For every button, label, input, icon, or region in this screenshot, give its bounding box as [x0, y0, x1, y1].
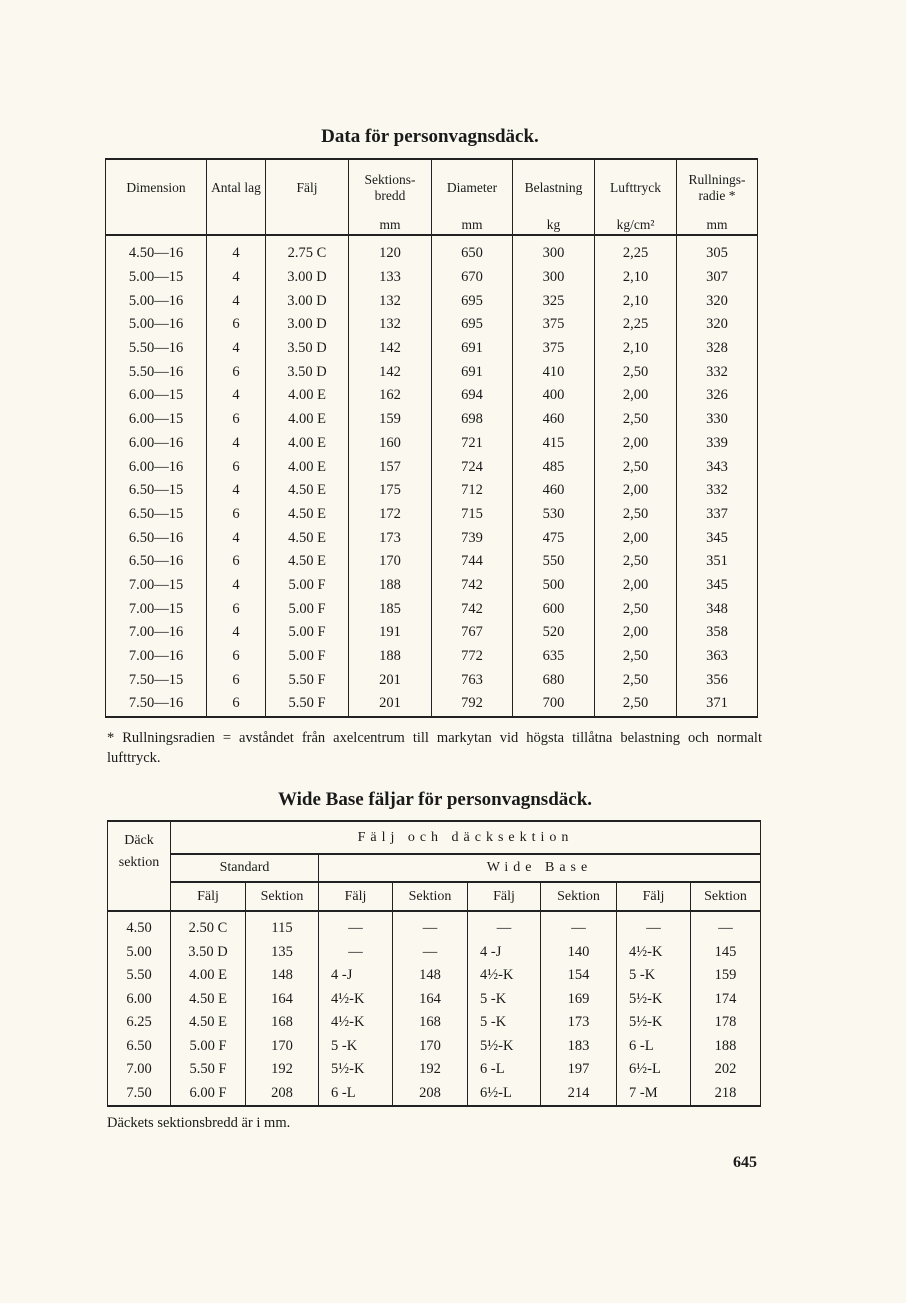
- table-cell: 700: [513, 692, 595, 717]
- table-cell: 3.50 D: [171, 941, 246, 965]
- table-cell: 5.50 F: [266, 668, 349, 692]
- table-cell: 6.50—15: [106, 479, 207, 503]
- sub-header: Fälj: [319, 882, 393, 911]
- table-cell: 135: [246, 941, 319, 965]
- table-cell: 375: [513, 313, 595, 337]
- table-cell: 2,00: [595, 574, 677, 598]
- table-cell: 4.50 E: [171, 1011, 246, 1035]
- table-cell: 140: [541, 941, 617, 965]
- table-row: [106, 574, 758, 598]
- table-cell: 520: [513, 621, 595, 645]
- table-cell: 5.00—16: [106, 313, 207, 337]
- table-cell: 7.00—15: [106, 597, 207, 621]
- table-cell: 742: [432, 574, 513, 598]
- table-cell: 5½-K: [468, 1035, 541, 1059]
- table-cell: 170: [393, 1035, 468, 1059]
- table-cell: 337: [677, 503, 758, 527]
- column-header: Rullnings- radie *: [677, 159, 758, 216]
- table-cell: 5.00: [108, 941, 171, 965]
- table-cell: 188: [349, 645, 432, 669]
- table-cell: 133: [349, 266, 432, 290]
- table-cell: 6: [207, 313, 266, 337]
- table-cell: 7.50—16: [106, 692, 207, 717]
- table-cell: 2,50: [595, 360, 677, 384]
- table-cell: —: [319, 911, 393, 941]
- table-cell: 132: [349, 313, 432, 337]
- table-row: [106, 597, 758, 621]
- table-cell: 173: [541, 1011, 617, 1035]
- table-cell: 4.00 E: [266, 384, 349, 408]
- table-cell: 530: [513, 503, 595, 527]
- table-cell: 332: [677, 360, 758, 384]
- table-cell: 5.00 F: [266, 574, 349, 598]
- table-cell: 4.50 E: [266, 503, 349, 527]
- table-cell: 715: [432, 503, 513, 527]
- table-cell: 159: [691, 964, 761, 988]
- table-cell: —: [393, 911, 468, 941]
- table-cell: 2.50 C: [171, 911, 246, 941]
- table-cell: 2,50: [595, 503, 677, 527]
- table-cell: 2.75 C: [266, 235, 349, 266]
- table-row: [106, 503, 758, 527]
- table-cell: 339: [677, 432, 758, 456]
- table-cell: 5.00—15: [106, 266, 207, 290]
- table-cell: 3.50 D: [266, 360, 349, 384]
- sub-header: Sektion: [246, 882, 319, 911]
- table-cell: 550: [513, 550, 595, 574]
- table-cell: 343: [677, 455, 758, 479]
- column-unit: mm: [349, 216, 432, 235]
- table-cell: 4.50 E: [171, 988, 246, 1012]
- table-cell: 767: [432, 621, 513, 645]
- table-cell: 375: [513, 337, 595, 361]
- table-cell: 168: [393, 1011, 468, 1035]
- column-unit: [266, 216, 349, 235]
- table-cell: 305: [677, 235, 758, 266]
- table-row: [108, 964, 761, 988]
- table-cell: 2,00: [595, 621, 677, 645]
- table-cell: 7.00: [108, 1058, 171, 1082]
- table-cell: 5.50 F: [266, 692, 349, 717]
- table-cell: 371: [677, 692, 758, 717]
- table-cell: 164: [393, 988, 468, 1012]
- table-cell: 6.00—16: [106, 455, 207, 479]
- table-cell: 695: [432, 289, 513, 313]
- table-cell: 160: [349, 432, 432, 456]
- table2-title: Wide Base fäljar för personvagnsdäck.: [277, 789, 593, 810]
- table-cell: 6½-L: [617, 1058, 691, 1082]
- table-cell: —: [468, 911, 541, 941]
- table-cell: 2,50: [595, 597, 677, 621]
- table-cell: 5½-K: [319, 1058, 393, 1082]
- table-row: [106, 526, 758, 550]
- column-header: Diameter: [432, 159, 513, 216]
- column-unit: mm: [677, 216, 758, 235]
- table-cell: 460: [513, 408, 595, 432]
- table-row: [108, 941, 761, 965]
- column-header: Lufttryck: [595, 159, 677, 216]
- table-cell: 7.00—16: [106, 645, 207, 669]
- table-row: [106, 692, 758, 717]
- table-row: [106, 384, 758, 408]
- table-cell: 4: [207, 337, 266, 361]
- table-cell: 4: [207, 432, 266, 456]
- table-cell: 178: [691, 1011, 761, 1035]
- table-cell: 6.50: [108, 1035, 171, 1059]
- table-cell: 4: [207, 289, 266, 313]
- table-cell: 2,50: [595, 645, 677, 669]
- table-cell: 5½-K: [617, 988, 691, 1012]
- column-unit: mm: [432, 216, 513, 235]
- table-cell: 739: [432, 526, 513, 550]
- table-cell: 2,50: [595, 408, 677, 432]
- standard-header: Standard: [171, 854, 319, 882]
- table-cell: 7.50: [108, 1082, 171, 1107]
- table-cell: 328: [677, 337, 758, 361]
- table-row: [108, 1011, 761, 1035]
- table-cell: 6½-L: [468, 1082, 541, 1107]
- table-cell: 345: [677, 526, 758, 550]
- column-header: Sektions- bredd: [349, 159, 432, 216]
- table-cell: 5.00 F: [266, 621, 349, 645]
- table-row: [106, 360, 758, 384]
- table-cell: 326: [677, 384, 758, 408]
- table-cell: 742: [432, 597, 513, 621]
- table-cell: 300: [513, 266, 595, 290]
- table-cell: 183: [541, 1035, 617, 1059]
- table-cell: 132: [349, 289, 432, 313]
- table-cell: 792: [432, 692, 513, 717]
- table-cell: 3.50 D: [266, 337, 349, 361]
- column-header: Fälj: [266, 159, 349, 216]
- table-cell: 6: [207, 550, 266, 574]
- table-cell: 712: [432, 479, 513, 503]
- table-row: [106, 337, 758, 361]
- table-cell: 763: [432, 668, 513, 692]
- table-cell: 4: [207, 621, 266, 645]
- table-cell: 7.00—16: [106, 621, 207, 645]
- table-cell: 5 -K: [617, 964, 691, 988]
- table-cell: 7 -M: [617, 1082, 691, 1107]
- table-cell: 6.00—15: [106, 384, 207, 408]
- table-cell: 5½-K: [617, 1011, 691, 1035]
- table-cell: 772: [432, 645, 513, 669]
- wide-base-rim-table: [107, 820, 761, 1107]
- table-cell: 157: [349, 455, 432, 479]
- table-cell: 4 -J: [468, 941, 541, 965]
- column-header: Belastning: [513, 159, 595, 216]
- table-cell: 6.50—16: [106, 550, 207, 574]
- table-cell: 6.25: [108, 1011, 171, 1035]
- table-cell: 5 -K: [468, 1011, 541, 1035]
- sub-header: Sektion: [691, 882, 761, 911]
- table-row: [106, 645, 758, 669]
- table-cell: 6.00—15: [106, 408, 207, 432]
- column-unit: [207, 216, 266, 235]
- column-unit: [106, 216, 207, 235]
- table-cell: 320: [677, 313, 758, 337]
- table-row: [106, 550, 758, 574]
- table-cell: 4: [207, 235, 266, 266]
- table-cell: 4: [207, 384, 266, 408]
- table-cell: 721: [432, 432, 513, 456]
- table-cell: 6: [207, 692, 266, 717]
- table-cell: 5.50: [108, 964, 171, 988]
- table-cell: 145: [691, 941, 761, 965]
- table-cell: 142: [349, 360, 432, 384]
- table-cell: 691: [432, 360, 513, 384]
- table-cell: 5.00 F: [171, 1035, 246, 1059]
- table-cell: 4: [207, 526, 266, 550]
- table-cell: 635: [513, 645, 595, 669]
- table-cell: 351: [677, 550, 758, 574]
- table-cell: 173: [349, 526, 432, 550]
- table-cell: 192: [393, 1058, 468, 1082]
- table-cell: 148: [393, 964, 468, 988]
- table-cell: 2,00: [595, 384, 677, 408]
- table-row: [106, 668, 758, 692]
- table-cell: 2,00: [595, 432, 677, 456]
- table-cell: 208: [246, 1082, 319, 1107]
- table-cell: 148: [246, 964, 319, 988]
- table-cell: 7.00—15: [106, 574, 207, 598]
- sub-header: Fälj: [468, 882, 541, 911]
- table-cell: —: [617, 911, 691, 941]
- table-cell: 4: [207, 574, 266, 598]
- table-cell: 307: [677, 266, 758, 290]
- column-header: Antal lag: [207, 159, 266, 216]
- table-cell: 6: [207, 455, 266, 479]
- table-cell: 214: [541, 1082, 617, 1107]
- table-cell: 4: [207, 479, 266, 503]
- table-cell: 159: [349, 408, 432, 432]
- sub-header: Sektion: [541, 882, 617, 911]
- table-cell: 400: [513, 384, 595, 408]
- table-cell: 6 -L: [468, 1058, 541, 1082]
- table-cell: 6 -L: [617, 1035, 691, 1059]
- table-cell: 4½-K: [617, 941, 691, 965]
- table-cell: 168: [246, 1011, 319, 1035]
- table-row: [108, 1082, 761, 1107]
- table-cell: 2,25: [595, 313, 677, 337]
- table-row: [108, 988, 761, 1012]
- table-row: [106, 479, 758, 503]
- table-cell: 4: [207, 266, 266, 290]
- table-cell: 201: [349, 692, 432, 717]
- corner-spacer: [108, 882, 171, 911]
- table-cell: 475: [513, 526, 595, 550]
- table-cell: 4.50 E: [266, 479, 349, 503]
- table-cell: 188: [691, 1035, 761, 1059]
- table-cell: 3.00 D: [266, 266, 349, 290]
- table-cell: 4.50: [108, 911, 171, 941]
- table-row: [106, 408, 758, 432]
- table-row: [108, 1058, 761, 1082]
- table-cell: 5.50 F: [171, 1058, 246, 1082]
- table-cell: 4.00 E: [266, 432, 349, 456]
- table-cell: —: [691, 911, 761, 941]
- table-cell: —: [541, 911, 617, 941]
- table-cell: 120: [349, 235, 432, 266]
- table-cell: 169: [541, 988, 617, 1012]
- table-cell: 724: [432, 455, 513, 479]
- table-cell: 4.50—16: [106, 235, 207, 266]
- table-row: [106, 432, 758, 456]
- table-cell: 208: [393, 1082, 468, 1107]
- table-row: [106, 266, 758, 290]
- table-cell: 5.50—16: [106, 360, 207, 384]
- table-row: [106, 313, 758, 337]
- table-cell: 6 -L: [319, 1082, 393, 1107]
- table-cell: 358: [677, 621, 758, 645]
- table-cell: 4.50 E: [266, 526, 349, 550]
- table-cell: 197: [541, 1058, 617, 1082]
- table-row: [106, 289, 758, 313]
- table-cell: 2,50: [595, 668, 677, 692]
- table-cell: 2,10: [595, 266, 677, 290]
- column-header: Dimension: [106, 159, 207, 216]
- table-row: [106, 621, 758, 645]
- table-cell: 415: [513, 432, 595, 456]
- table-cell: —: [319, 941, 393, 965]
- table-cell: 185: [349, 597, 432, 621]
- table-cell: 2,10: [595, 289, 677, 313]
- table-cell: 218: [691, 1082, 761, 1107]
- table-cell: 5 -K: [468, 988, 541, 1012]
- corner-header: Däck sektion: [108, 821, 171, 882]
- table-cell: 5.50—16: [106, 337, 207, 361]
- table-cell: 4.00 E: [266, 408, 349, 432]
- sub-header: Sektion: [393, 882, 468, 911]
- table1-title: Data för personvagnsdäck.: [321, 126, 539, 147]
- table-cell: 2,00: [595, 526, 677, 550]
- table-cell: 6: [207, 668, 266, 692]
- table-cell: 6: [207, 645, 266, 669]
- table-cell: 191: [349, 621, 432, 645]
- tire-data-table: [105, 158, 758, 718]
- table-cell: 5.00 F: [266, 645, 349, 669]
- table-cell: 6.00: [108, 988, 171, 1012]
- table-cell: 650: [432, 235, 513, 266]
- table-cell: 154: [541, 964, 617, 988]
- column-unit: kg: [513, 216, 595, 235]
- table-cell: 115: [246, 911, 319, 941]
- table-cell: 6.50—16: [106, 526, 207, 550]
- table-cell: 744: [432, 550, 513, 574]
- table-cell: 320: [677, 289, 758, 313]
- table-cell: 2,00: [595, 479, 677, 503]
- table-cell: 7.50—15: [106, 668, 207, 692]
- table-cell: 3.00 D: [266, 289, 349, 313]
- table-cell: 4½-K: [468, 964, 541, 988]
- table-cell: 325: [513, 289, 595, 313]
- table-cell: 485: [513, 455, 595, 479]
- table-cell: 142: [349, 337, 432, 361]
- table-cell: 5 -K: [319, 1035, 393, 1059]
- table-row: [108, 1035, 761, 1059]
- table-cell: 3.00 D: [266, 313, 349, 337]
- table-cell: 691: [432, 337, 513, 361]
- table-cell: 175: [349, 479, 432, 503]
- table-cell: 5.00 F: [266, 597, 349, 621]
- table-cell: 2,10: [595, 337, 677, 361]
- table-row: [106, 235, 758, 266]
- table-cell: 348: [677, 597, 758, 621]
- wide-base-header: Wide Base: [319, 854, 761, 882]
- table-cell: 4½-K: [319, 988, 393, 1012]
- sub-header: Fälj: [617, 882, 691, 911]
- table-cell: 330: [677, 408, 758, 432]
- table-cell: 600: [513, 597, 595, 621]
- table-cell: 695: [432, 313, 513, 337]
- table-cell: 500: [513, 574, 595, 598]
- table-cell: 356: [677, 668, 758, 692]
- table-cell: 2,50: [595, 692, 677, 717]
- table-cell: 332: [677, 479, 758, 503]
- table-cell: 680: [513, 668, 595, 692]
- table-cell: 6.00 F: [171, 1082, 246, 1107]
- footnote: * Rullningsradien = avståndet från axelcentrum till markytan vid högsta tillåtna belastning och normalt lufttryck.: [107, 730, 762, 766]
- table-cell: 2,50: [595, 550, 677, 574]
- table-cell: 410: [513, 360, 595, 384]
- table-cell: 4 -J: [319, 964, 393, 988]
- table-cell: 4.50 E: [266, 550, 349, 574]
- table-cell: 188: [349, 574, 432, 598]
- table-row: [108, 911, 761, 941]
- unit-note: Däckets sektionsbredd är i mm.: [107, 1115, 291, 1131]
- table-cell: 170: [246, 1035, 319, 1059]
- table-cell: 4.00 E: [171, 964, 246, 988]
- sub-header: Fälj: [171, 882, 246, 911]
- table-cell: 5.00—16: [106, 289, 207, 313]
- table-cell: 162: [349, 384, 432, 408]
- table-cell: 6: [207, 408, 266, 432]
- table-cell: 164: [246, 988, 319, 1012]
- table-cell: 363: [677, 645, 758, 669]
- table-cell: 4½-K: [319, 1011, 393, 1035]
- table-cell: 2,25: [595, 235, 677, 266]
- group-header: Fälj och däcksektion: [171, 821, 761, 854]
- table-cell: —: [393, 941, 468, 965]
- table-cell: 6: [207, 597, 266, 621]
- table-cell: 460: [513, 479, 595, 503]
- table-cell: 192: [246, 1058, 319, 1082]
- table-cell: 6.50—15: [106, 503, 207, 527]
- table-cell: 4.00 E: [266, 455, 349, 479]
- table-cell: 202: [691, 1058, 761, 1082]
- table-cell: 201: [349, 668, 432, 692]
- table-row: [106, 455, 758, 479]
- table-cell: 170: [349, 550, 432, 574]
- table-cell: 694: [432, 384, 513, 408]
- table-cell: 300: [513, 235, 595, 266]
- page-number: 645: [733, 1154, 757, 1171]
- table-cell: 2,50: [595, 455, 677, 479]
- table-cell: 6: [207, 360, 266, 384]
- table-cell: 6: [207, 503, 266, 527]
- table-cell: 6.00—16: [106, 432, 207, 456]
- table-cell: 698: [432, 408, 513, 432]
- table-cell: 670: [432, 266, 513, 290]
- table-cell: 345: [677, 574, 758, 598]
- table-cell: 174: [691, 988, 761, 1012]
- column-unit: kg/cm²: [595, 216, 677, 235]
- table-cell: 172: [349, 503, 432, 527]
